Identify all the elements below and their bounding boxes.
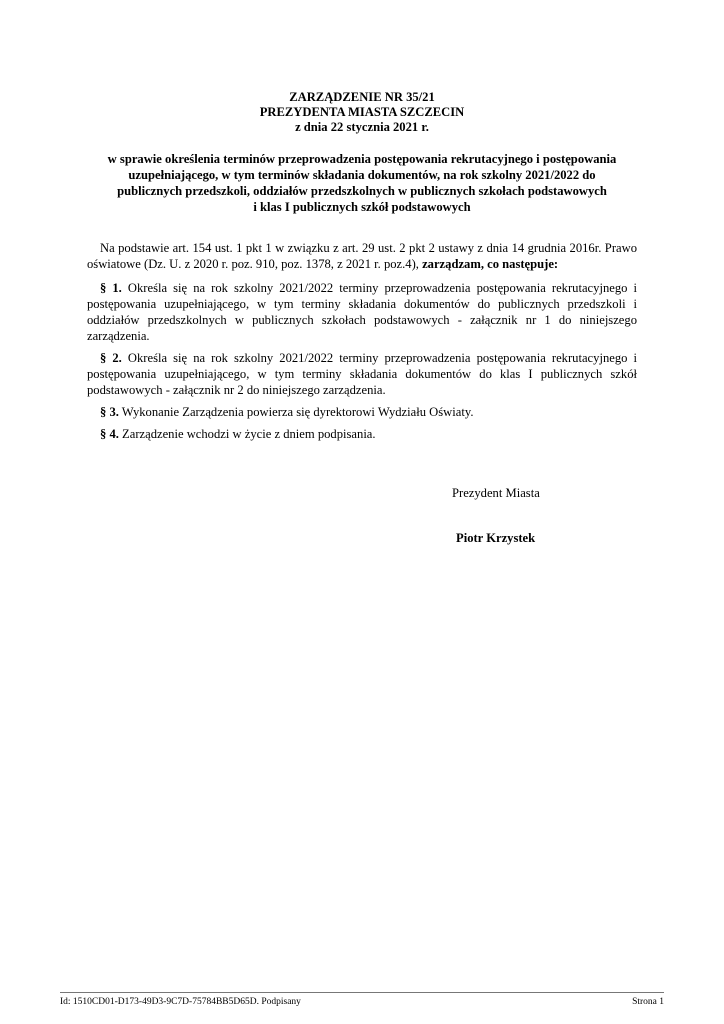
document-body — [87, 240, 637, 448]
page-footer — [60, 997, 664, 1007]
paragraph-text: Wykonanie Zarządzenia powierza się dyrektorowi Wydziału Oświaty. — [118, 405, 474, 419]
document-date: z dnia 22 stycznia 2021 r. — [295, 120, 429, 134]
paragraph-2 — [87, 350, 637, 398]
paragraph-3 — [87, 404, 637, 420]
signature-title: Prezydent Miasta — [452, 486, 540, 500]
preamble-text: Na podstawie art. 154 ust. 1 pkt 1 w związku z art. 29 ust. 2 pkt 2 ustawy z dnia 14 grudnia 2016r. Prawo oświatowe (Dz. U. z 2020 r. poz. 910, poz. 1378, z 2021 r. poz.4), — [87, 241, 637, 271]
paragraph-text: Zarządzenie wchodzi w życie z dniem podpisania. — [118, 427, 376, 441]
paragraph-number: § 4. — [100, 427, 119, 441]
document-issuer: PREZYDENTA MIASTA SZCZECIN — [259, 105, 465, 119]
paragraph-number: § 2. — [100, 351, 122, 365]
paragraph-number: § 1. — [100, 281, 122, 295]
document-subject — [70, 151, 654, 215]
paragraph-4 — [87, 426, 637, 442]
subject-line: uzupełniającego, w tym terminów składania dokumentów, na rok szkolny 2021/2022 do — [128, 168, 596, 182]
paragraph-text: Określa się na rok szkolny 2021/2022 terminy przeprowadzenia postępowania rekrutacyjnego i postępowania uzupełniającego, w tym terminy składania dokumentów do klas I publicznych szkół podstawowych - załącznik nr 2 do niniejszego zarządzenia. — [87, 351, 637, 397]
subject-line: i klas I publicznych szkół podstawowych — [253, 200, 471, 214]
document-id: Id: 1510CD01-D173-49D3-9C7D-75784BB5D65D. Podpisany — [60, 997, 301, 1007]
preamble-decision: zarządzam, co następuje: — [422, 257, 559, 271]
subject-line: publicznych przedszkoli, oddziałów przedszkolnych w publicznych szkołach podstawowych — [117, 184, 607, 198]
paragraph-text: Określa się na rok szkolny 2021/2022 terminy przeprowadzenia postępowania rekrutacyjnego i postępowania uzupełniającego, w tym terminy składania dokumentów do publicznych przedszkoli i oddziałów przedszkolnych w publicznych szkołach podstawowych - załącznik nr 1 do niniejszego zarządzenia. — [87, 281, 637, 343]
paragraph-number: § 3. — [100, 405, 119, 419]
signature-name: Piotr Krzystek — [456, 531, 536, 545]
page-number: Strona 1 — [632, 997, 664, 1007]
document-header — [60, 90, 664, 135]
subject-line: w sprawie określenia terminów przeprowadzenia postępowania rekrutacyjnego i postępowania — [107, 152, 617, 166]
paragraph-1 — [87, 280, 637, 344]
document-title: ZARZĄDZENIE NR 35/21 — [289, 90, 435, 104]
footer-divider — [60, 992, 664, 993]
preamble — [87, 240, 637, 272]
